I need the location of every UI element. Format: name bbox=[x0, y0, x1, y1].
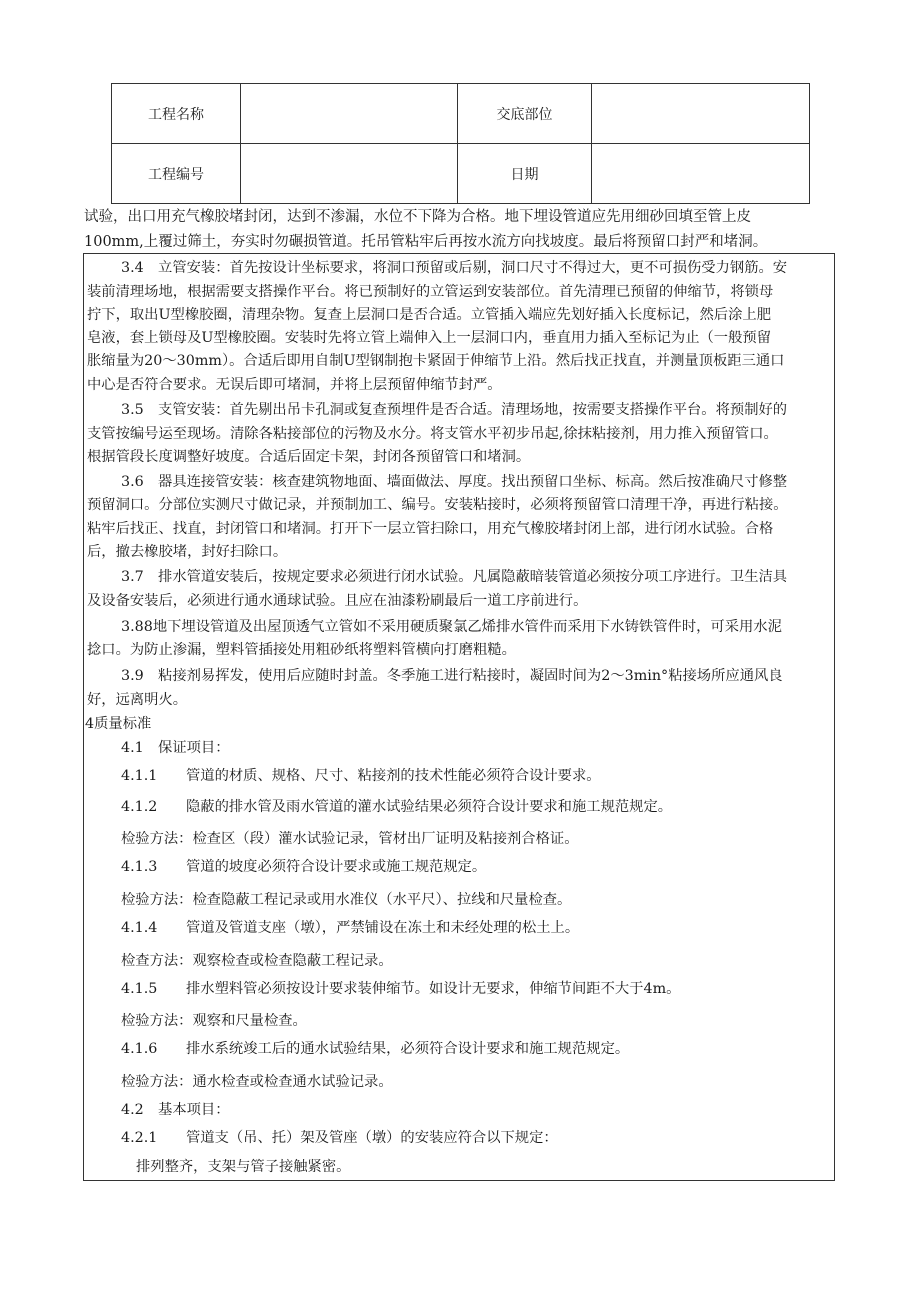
body-line: 4.1.5 排水塑料管必须按设计要求装伸缩节。如设计无要求，伸缩节间距不大于4m。 bbox=[121, 981, 681, 997]
body-line: 胀缩量为20～30mm）。合适后即用自制U型钢制抱卡紧固于伸缩节上沿。然后找正找直，并测量顶板距三通口 bbox=[87, 353, 785, 369]
body-line: 根据管段长度调整好坡度。合适后固定卡架，封闭各预留管口和堵洞。 bbox=[87, 449, 531, 465]
project-number-label: 工程编号 bbox=[112, 144, 241, 204]
body-line: 3.7 排水管道安装后，按规定要求必须进行闭水试验。凡属隐蔽暗装管道必须按分项工序进行。卫生洁具 bbox=[121, 569, 788, 585]
body-line: 4.2.1 管道支（吊、托）架及管座（墩）的安装应符合以下规定： bbox=[121, 1130, 558, 1146]
body-line: 4.1 保证项目： bbox=[121, 740, 230, 756]
body-line: 3.4 立管安装：首先按设计坐标要求，将洞口预留或后剔，洞口尺寸不得过大，更不可损伤受力钢筋。安 bbox=[121, 260, 788, 276]
body-line: 4.2 基本项目： bbox=[121, 1102, 230, 1118]
project-name-value bbox=[241, 84, 458, 144]
body-line: 及设备安装后，必须进行通水通球试验。且应在油漆粉刷最后一道工序前进行。 bbox=[87, 593, 588, 609]
body-line: 拧下，取出U型橡胶圈，清理杂物。复查上层洞口是否合适。立管插入端应先划好插入长度标记，然后涂上肥 bbox=[87, 307, 771, 323]
body-line: 4.1.1 管道的材质、规格、尺寸、粘接剂的技术性能必须符合设计要求。 bbox=[121, 768, 601, 784]
body-line: 4.1.6 排水系统竣工后的通水试验结果，必须符合设计要求和施工规范规定。 bbox=[121, 1041, 630, 1057]
body-line: 检验方法：通水检查或检查通水试验记录。 bbox=[121, 1074, 393, 1090]
body-line: 中心是否符合要求。无误后即可堵洞，并将上层预留伸缩节封严。 bbox=[87, 377, 502, 393]
project-name-label: 工程名称 bbox=[112, 84, 241, 144]
date-label: 日期 bbox=[458, 144, 592, 204]
continuation-line: 试验，出口用充气橡胶堵封闭，达到不渗漏，水位不下降为合格。地下埋设管道应先用细砂回填至管上皮 bbox=[84, 209, 751, 225]
body-line: 检验方法：检查隐蔽工程记录或用水准仪（水平尺）、拉线和尺量检查。 bbox=[121, 892, 572, 908]
body-line: 预留洞口。分部位实测尺寸做记录，并预制加工、编号。安装粘接时，必须将预留管口清理干净，再进行粘接。 bbox=[87, 497, 788, 513]
disclosure-part-label: 交底部位 bbox=[458, 84, 592, 144]
body-line: 3.88地下埋设管道及出屋顶透气立管如不采用硬质聚氯乙烯排水管件而采用下水铸铁管件时，可采用水泥 bbox=[121, 619, 782, 635]
project-number-value bbox=[241, 144, 458, 204]
content-box bbox=[83, 253, 835, 1181]
body-line: 4.1.2 隐蔽的排水管及雨水管道的灌水试验结果必须符合设计要求和施工规范规定。 bbox=[121, 799, 673, 815]
body-line: 粘牢后找正、找直，封闭管口和堵洞。打开下一层立管扫除口，用充气橡胶堵封闭上部，进行闭水试验。合格 bbox=[87, 521, 774, 537]
body-line: 后，撤去橡胶堵，封好扫除口。 bbox=[87, 544, 288, 560]
body-line: 检验方法：观察和尺量检查。 bbox=[121, 1013, 307, 1029]
body-line: 捻口。为防止渗漏，塑料管插接处用粗砂纸将塑料管横向打磨粗糙。 bbox=[87, 642, 516, 658]
body-line: 3.6 器具连接管安装：核查建筑物地面、墙面做法、厚度。找出预留口坐标、标高。然后按准确尺寸修整 bbox=[121, 474, 788, 490]
body-line: 4.1.3 管道的坡度必须符合设计要求或施工规范规定。 bbox=[121, 859, 487, 875]
body-line: 3.9 粘接剂易挥发，使用后应随时封盖。冬季施工进行粘接时，凝固时间为2～3min°粘接场所应通风良 bbox=[121, 668, 783, 684]
continuation-line: 100mm,上覆过筛土，夯实时勿碾损管道。托吊管粘牢后再按水流方向找坡度。最后将预留口封严和堵洞。 bbox=[84, 234, 768, 250]
date-value bbox=[592, 144, 810, 204]
body-line: 4.1.4 管道及管道支座（墩），严禁铺设在冻土和未经处理的松土上。 bbox=[121, 920, 580, 936]
body-line: 排列整齐，支架与管子接触紧密。 bbox=[136, 1159, 351, 1175]
body-line: 检查方法：观察检查或检查隐蔽工程记录。 bbox=[121, 953, 393, 969]
disclosure-part-value bbox=[592, 84, 810, 144]
header-table bbox=[111, 83, 810, 204]
section-heading: 4质量标准 bbox=[85, 716, 152, 732]
body-line: 3.5 支管安装：首先剔出吊卡孔洞或复查预埋件是否合适。清理场地，按需要支搭操作平台。将预制好的 bbox=[121, 402, 788, 418]
body-line: 装前清理场地，根据需要支搭操作平台。将已预制好的立管运到安装部位。首先清理已预留的伸缩节，将锁母 bbox=[87, 284, 774, 300]
body-line: 支管按编号运至现场。清除各粘接部位的污物及水分。将支管水平初步吊起,徐抹粘接剂，用力推入预留管口。 bbox=[87, 426, 778, 442]
body-line: 皂液，套上锁母及U型橡胶圈。安装时先将立管上端伸入上一层洞口内，垂直用力插入至标记为止（一般预留 bbox=[87, 330, 771, 346]
body-line: 好，远离明火。 bbox=[87, 692, 188, 708]
body-line: 检验方法：检查区（段）灌水试验记录，管材出厂证明及粘接剂合格证。 bbox=[121, 831, 579, 847]
